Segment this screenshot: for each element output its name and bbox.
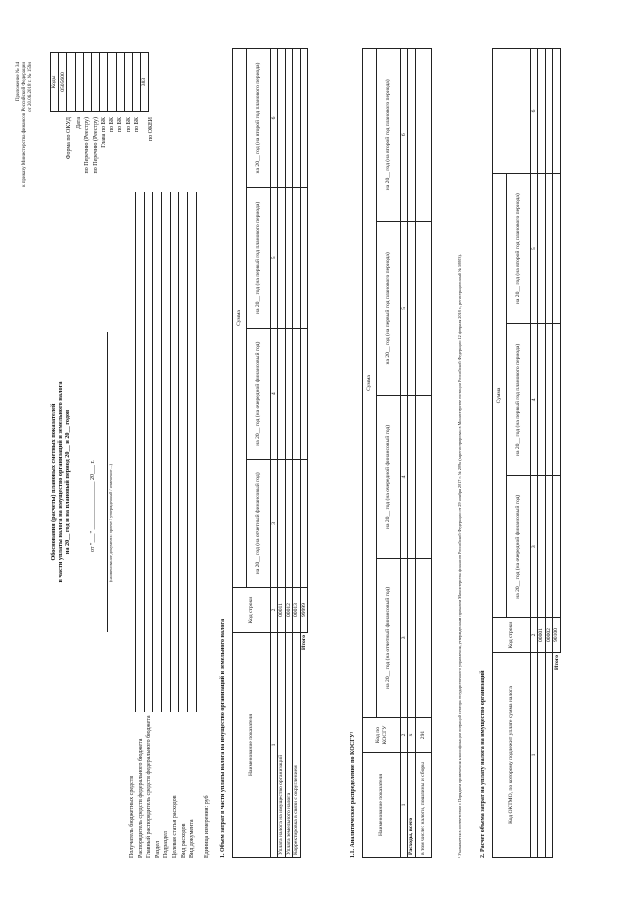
s2-num: 4 — [531, 324, 538, 476]
s1-row-code: 00011 — [278, 588, 285, 633]
s2-total-label: Итого — [553, 655, 560, 671]
order-line-2: от 20.06.2018 г. № 159н — [27, 62, 33, 112]
table-row — [408, 49, 415, 858]
codes-label-1: по Перечню (Реестру) — [84, 117, 91, 174]
field-section: Раздел — [154, 841, 161, 858]
appendix-note — [16, 62, 33, 187]
s1-col-y1: на 20__ год (на отчетный финансовый год) — [247, 459, 271, 587]
table-row — [285, 49, 292, 858]
codes-label-2: по Перечню (Реестру) — [92, 117, 99, 174]
table-row — [538, 49, 545, 858]
codes-table — [50, 52, 149, 112]
field-document-type: Вид документа — [189, 819, 196, 858]
s1-row-code: 00013 — [293, 588, 300, 633]
s2-num: 3 — [531, 476, 538, 618]
s1-num: 3 — [271, 459, 278, 587]
table-row — [415, 49, 431, 858]
s11-num: 3 — [401, 558, 408, 717]
codes-label-7: по БК — [134, 117, 141, 133]
s11-col-y4: на 20__ год (на второй год планового периода) — [377, 49, 401, 222]
s11-row-code: 291 — [415, 718, 431, 753]
header-fields — [128, 716, 211, 858]
table-row — [545, 49, 552, 858]
s1-col-code: Код строки — [233, 588, 271, 633]
date-line: от "___" ________________ 20___ г. — [90, 460, 96, 552]
doc-type-caption: (наименование документа: проект / утвержденный / изменение ...) — [108, 464, 113, 582]
s1-num: 1 — [271, 633, 278, 858]
s11-row-name: Расходы, всего — [408, 753, 415, 858]
s11-col-sum: Сумма — [363, 49, 377, 718]
s2-row-code: 00001 — [538, 618, 545, 653]
field-subsection: Подраздел — [163, 831, 170, 858]
okei-code: 383 — [141, 53, 149, 112]
s1-row-name: Корректировка в связи с округлением — [293, 633, 300, 858]
s1-row-code: 00012 — [285, 588, 292, 633]
s2-num: 6 — [531, 49, 538, 174]
table-row — [300, 49, 307, 858]
rotated-form — [10, 22, 630, 882]
appendix-number: Приложение № 34 — [16, 62, 21, 102]
s11-num: 4 — [401, 396, 408, 558]
codes-label-3: Глава по БК — [100, 117, 107, 148]
field-distributor: Распорядитель средств федерального бюджета — [137, 738, 144, 858]
s2-total-code: 90100 — [553, 618, 560, 653]
codes-labels — [75, 117, 141, 177]
s1-col-y3: на 20__ год (на первый год планового периода) — [247, 188, 271, 329]
s11-col-y3: на 20__ год (на первый год планового периода) — [377, 221, 401, 396]
section1-table — [232, 48, 308, 858]
s2-col-sum: Сумма — [493, 174, 507, 618]
s1-total-code: 99999 — [300, 588, 307, 633]
form-title — [50, 332, 71, 632]
title-line-1: Обоснования (расчеты) плановых сметных показателей — [50, 403, 57, 561]
s1-num: 6 — [271, 49, 278, 188]
okud-code: 0505600 — [59, 53, 67, 112]
title-line-3: на 20__ год и на плановый период 20__ и 20__ годов — [64, 409, 72, 555]
codes-label-5: по БК — [117, 117, 124, 133]
table-row — [278, 49, 285, 858]
section11-table — [362, 48, 432, 858]
field-unit: Единица измерения: руб — [203, 795, 210, 858]
field-recipient: Получатель бюджетных средств — [129, 775, 135, 858]
section1-title: 1. Объем затрат в части уплаты налога на имущество организаций и земельного налога — [220, 618, 226, 858]
okei-label: по ОКЕИ — [148, 117, 154, 142]
s11-col-name: Наименование показателя — [363, 753, 401, 858]
s1-row-name: Уплата налога на имущество организаций — [278, 633, 285, 858]
codes-header: Коды — [51, 53, 59, 112]
s1-num: 2 — [271, 588, 278, 633]
s11-row-name: в том числе: налоги, пошлины и сборы — [415, 753, 431, 858]
codes-label-6: по БК — [125, 117, 132, 133]
s11-num: 1 — [401, 753, 408, 858]
codes-label-0: Дата — [76, 117, 82, 129]
s2-num: 2 — [531, 618, 538, 653]
table-row — [293, 49, 300, 858]
table-row — [553, 49, 560, 858]
s11-row-code: x — [408, 718, 415, 753]
s11-num: 2 — [401, 718, 408, 753]
s1-col-y2: на 20__ год (на очередной финансовый год) — [247, 328, 271, 459]
s2-num: 5 — [531, 174, 538, 324]
s1-num: 4 — [271, 328, 278, 459]
field-expense-type: Вид расходов — [180, 823, 187, 858]
s2-num: 1 — [531, 653, 538, 858]
s11-col-y2: на 20__ год (на очередной финансовый год) — [377, 396, 401, 558]
field-main-distributor: Главный распорядитель средств федерального бюджета — [146, 715, 153, 858]
okud-label: Форма по ОКУД — [66, 117, 72, 160]
s11-num: 5 — [401, 221, 408, 396]
s2-col-name: Код ОКТМО, по которому подлежит уплате сумма налога — [493, 653, 531, 858]
section11-title: 1.1. Аналитическое распределение по КОСГУ¹ — [350, 731, 356, 858]
s2-col-y3: на 20__ год (на второй год планового периода) — [507, 174, 531, 324]
s2-col-y1: на 20__ год (на очередной финансовый год) — [507, 476, 531, 618]
s11-col-y1: на 20__ год (на отчетный финансовый год) — [377, 558, 401, 717]
s1-row-name: Уплата земельного налога — [285, 633, 292, 858]
s2-col-code: Код строки — [493, 618, 531, 653]
s2-row-code: 00002 — [545, 618, 552, 653]
s1-col-y4: на 20__ год (на второй год планового периода) — [247, 49, 271, 188]
s1-col-sum: Сумма — [233, 49, 247, 588]
footnote: ¹ Указывается в соответствии с Порядком применения классификации операций сектора государственного управления, утвержденным приказом Министерства финансов Российской Федерации от 29 ноября 2017 г. № 209н (зарегистрирован в Министерстве юстиции Российской Федерации 12 февраля 2018 г., регистрационный № 50003). — [457, 254, 462, 858]
s2-col-y2: на 20__ год (на первый год планового периода) — [507, 324, 531, 476]
codes-label-4: по БК — [109, 117, 116, 133]
s1-col-name: Наименование показателя — [233, 633, 271, 858]
order-line-1: к приказу Министерства финансов Российской Федерации — [21, 62, 27, 187]
s1-total-label: Итого — [300, 635, 307, 651]
s11-col-code: Код по КОСГУ — [363, 718, 401, 753]
s1-num: 5 — [271, 188, 278, 329]
s11-num: 6 — [401, 49, 408, 222]
field-target-article: Целевая статья расходов — [171, 795, 178, 858]
title-line-2: в части уплаты налога на имущество организаций и земельного налога — [57, 381, 65, 583]
section2-title: 2. Расчет объема затрат на уплату налога на имущество организаций — [480, 670, 486, 858]
section2-table — [492, 48, 561, 858]
